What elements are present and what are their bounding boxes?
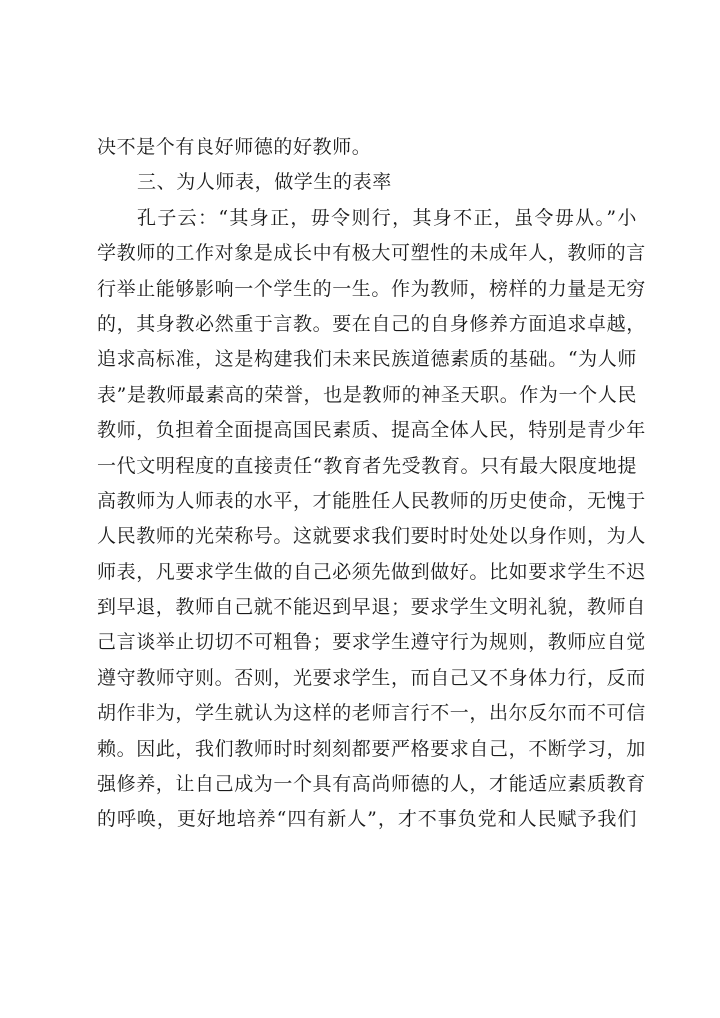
body-text xyxy=(97,130,646,838)
text-line: 人民教师的光荣称号。这就要求我们要时时处处以身作则，为人 xyxy=(97,525,646,548)
text-line: 孔子云：“其身正，毋令则行，其身不正，虽令毋从。”小 xyxy=(137,206,637,229)
text-line: 强修养，让自己成为一个具有高尚师德的人，才能适应素质教育 xyxy=(97,773,646,796)
text-line: 的呼唤，更好地培养“四有新人”，才不事负党和人民赋予我们 xyxy=(97,808,637,831)
text-line: 表”是教师最素高的荣誉，也是教师的神圣天职。作为一个人民 xyxy=(97,383,637,406)
text-line: 遵守教师守则。否则，光要求学生，而自己又不身体力行，反而 xyxy=(97,666,646,689)
text-line: 到早退，教师自己就不能迟到早退；要求学生文明礼貌，教师自 xyxy=(97,596,646,619)
text-line: 行举止能够影响一个学生的一生。作为教师，榜样的力量是无穷 xyxy=(97,277,646,300)
text-line: 赖。因此，我们教师时时刻刻都要严格要求自己，不断学习，加 xyxy=(97,737,646,760)
section-heading: 三、为人师表，做学生的表率 xyxy=(137,171,392,194)
text-line: 一代文明程度的直接责任“教育者先受教育。只有最大限度地提 xyxy=(97,454,637,477)
text-line: 学教师的工作对象是成长中有极大可塑性的未成年人，教师的言 xyxy=(97,242,646,265)
text-line: 决不是个有良好师德的好教师。 xyxy=(97,136,372,158)
text-line: 的，其身教必然重于言教。要在自己的自身修养方面追求卓越， xyxy=(97,312,646,335)
text-line: 师表，凡要求学生做的自己必须先做到做好。比如要求学生不迟 xyxy=(97,560,646,583)
text-line: 己言谈举止切切不可粗鲁；要求学生遵守行为规则，教师应自觉 xyxy=(97,631,646,654)
text-line: 追求高标准，这是构建我们未来民族道德素质的基础。“为人师 xyxy=(97,348,637,371)
text-line: 高教师为人师表的水平，才能胜任人民教师的历史使命，无愧于 xyxy=(97,489,646,512)
text-line: 教师，负担着全面提高国民素质、提高全体人民，特别是青少年 xyxy=(97,419,646,442)
text-line: 胡作非为，学生就认为这样的老师言行不一，出尔反尔而不可信 xyxy=(97,702,646,725)
